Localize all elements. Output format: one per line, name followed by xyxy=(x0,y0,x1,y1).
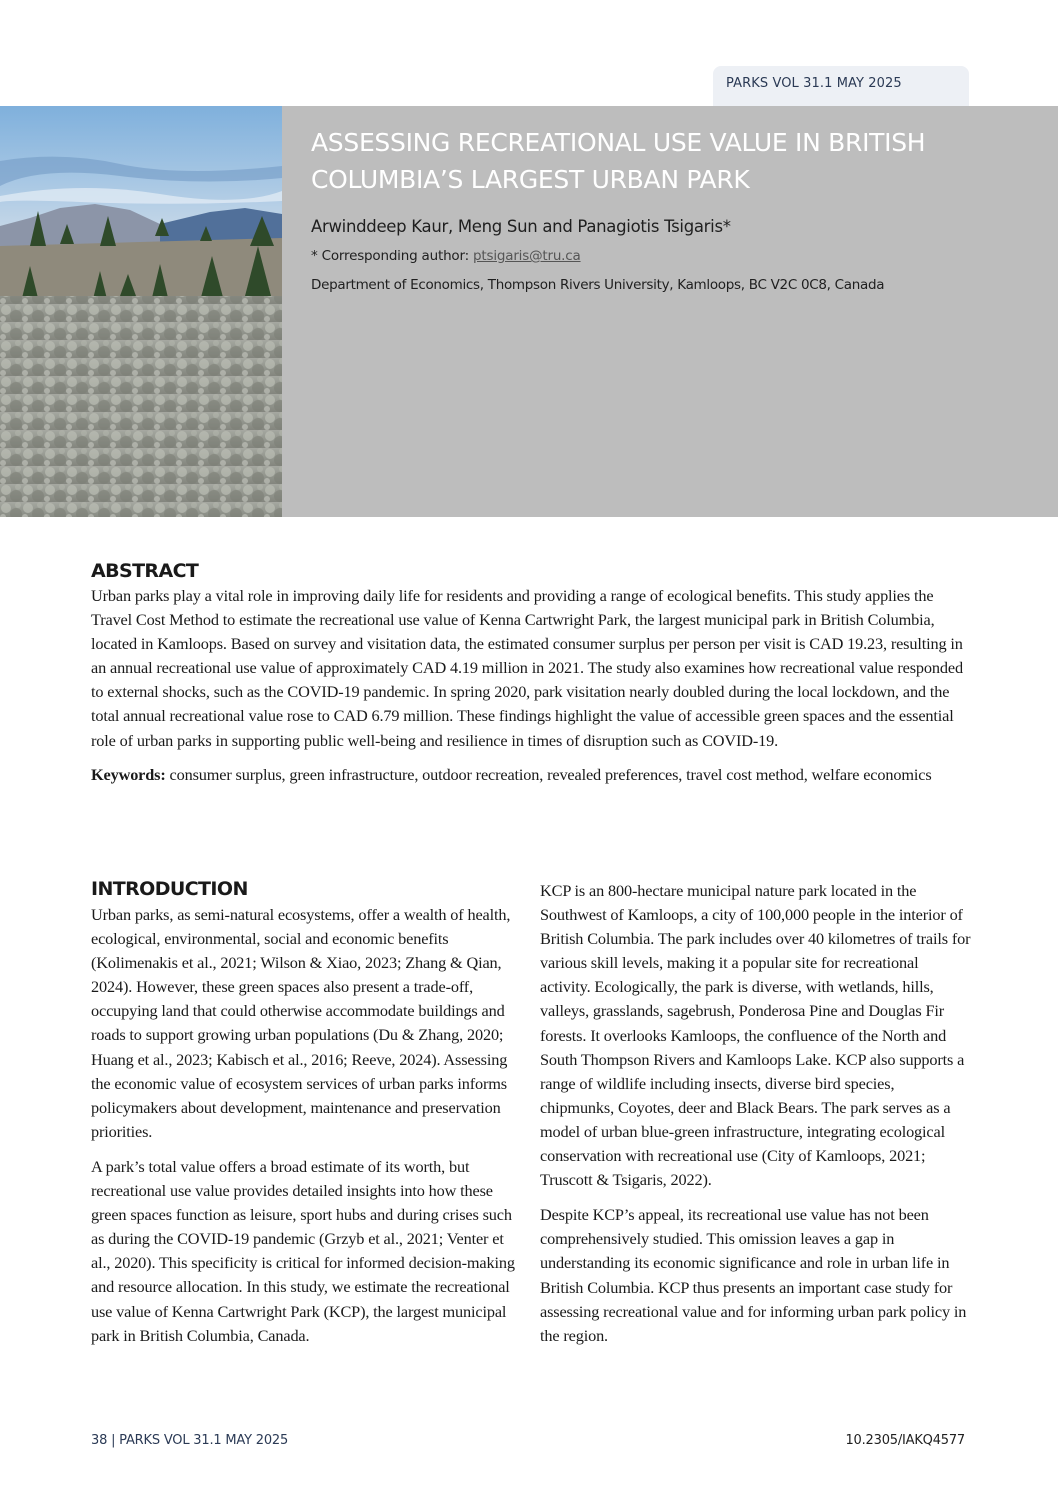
article-header xyxy=(311,124,1011,293)
abstract-section xyxy=(91,560,971,787)
intro-paragraph: KCP is an 800-hectare municipal nature park located in the Southwest of Kamloops, a city of 100,000 people in the interior of British Columbia. The park includes over 40 kilometres of trails for various skill levels, making it a popular site for recreational activity. Ecologically, the park is diverse, with wetlands, hills, valleys, grasslands, sagebrush, Ponderosa Pine and Douglas Fir forests. It overlooks Kamloops, the confluence of the North and South Thompson Rivers and Kamloops Lake. KCP also supports a range of wildlife including insects, diverse bird species, chipmunks, Coyotes, deer and Black Bears. The park serves as a model of urban blue-green infrastructure, integrating ecological conservation with recreational use (City of Kamloops, 2021; Truscott & Tsigaris, 2022). xyxy=(540,881,971,1190)
email-link[interactable]: ptsigaris@tru.ca xyxy=(473,248,581,264)
intro-paragraph: A park’s total value offers a broad estimate of its worth, but recreational use value provides detailed insights into how these green spaces function as leisure, sport hubs and during crises such as during the COVID-19 pandemic (Grzyb et al., 2021; Venter et al., 2020). This specificity is critical for informed decision-making and resource allocation. In this study, we estimate the recreational use value of Kenna Cartwright Park (KCP), the largest municipal park in British Columbia, Canada. xyxy=(91,1156,515,1345)
title-line-1: ASSESSING RECREATIONAL USE VALUE IN BRITISH xyxy=(311,128,926,157)
hero-banner xyxy=(0,106,1058,517)
affiliation: Department of Economics, Thompson Rivers University, Kamloops, BC V2C 0C8, Canada xyxy=(311,277,885,293)
abstract-text: Urban parks play a vital role in improving daily life for residents and providing a range of ecological benefits. This study applies the Travel Cost Method to estimate the recreational use value of Kenna Cartwright Park, the largest municipal park in British Columbia, located in Kamloops. Based on survey and visitation data, the estimated consumer surplus per person per visit is CAD 19.23, resulting in an annual recreational use value of approximately CAD 4.19 million in 2021. The study also examines how recreational value responded to external shocks, such as the COVID-19 pandemic. In spring 2020, park visitation nearly doubled during the local lockdown, and the total annual recreational value rose to CAD 6.79 million. These findings highlight the value of accessible green spaces and the essential role of urban parks in supporting public well-being and resilience in times of disruption such as COVID-19. xyxy=(91,586,963,750)
title-line-2: COLUMBIA’S LARGEST URBAN PARK xyxy=(311,165,750,194)
intro-paragraph: Urban parks, as semi-natural ecosystems, offer a wealth of health, ecological, environmental, social and economic benefits (Kolimenakis et al., 2021; Wilson & Xiao, 2023; Zhang & Qian, 2024). However, these green spaces also present a trade-off, occupying land that could otherwise accommodate buildings and roads to support growing urban populations (Du & Zhang, 2020; Huang et al., 2023; Kabisch et al., 2016; Reeve, 2024). Assessing the economic value of ecosystem services of urban parks informs policymakers about development, maintenance and preservation priorities. xyxy=(91,905,511,1141)
article-title xyxy=(311,124,1011,198)
page-footer-journal: 38 | PARKS VOL 31.1 MAY 2025 xyxy=(91,1433,289,1448)
author-list: Arwinddeep Kaur, Meng Sun and Panagiotis Tsigaris* xyxy=(311,217,731,236)
corresponding-author xyxy=(311,248,1011,264)
introduction-heading: INTRODUCTION xyxy=(91,878,248,900)
introduction-left-column xyxy=(91,878,521,1348)
page-footer-doi[interactable]: 10.2305/IAKQ4577 xyxy=(845,1433,965,1448)
corresponding-label: * Corresponding author: xyxy=(311,248,474,264)
journal-issue-tab: PARKS VOL 31.1 MAY 2025 xyxy=(713,66,969,108)
abstract-heading: ABSTRACT xyxy=(91,560,199,582)
keywords-label: Keywords: xyxy=(91,764,166,784)
keywords xyxy=(91,763,971,787)
keywords-list: consumer surplus, green infrastructure, outdoor recreation, revealed preferences, travel cost method, welfare economics xyxy=(165,764,932,784)
intro-paragraph: Despite KCP’s appeal, its recreational use value has not been comprehensively studied. This omission leaves a gap in understanding its economic significance and role in urban life in British Columbia. KCP thus presents an important case study for assessing recreational value and for informing urban park policy in the region. xyxy=(540,1205,967,1345)
park-landscape-photo xyxy=(0,106,282,517)
introduction-right-column xyxy=(540,879,972,1348)
